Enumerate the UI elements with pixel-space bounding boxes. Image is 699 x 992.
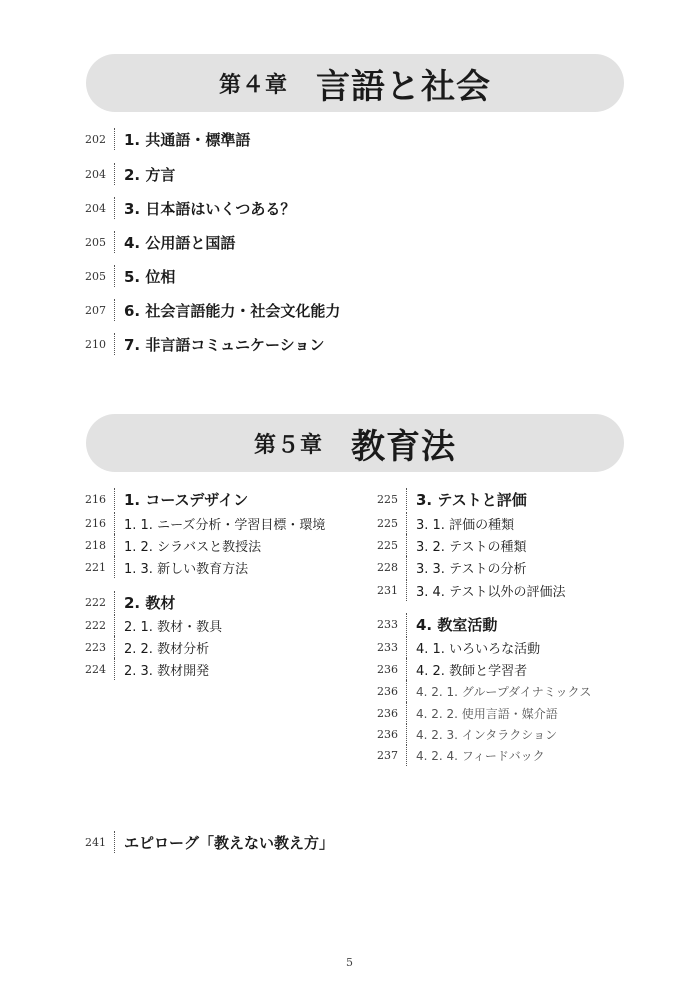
toc-label: エピローグ「教えない教え方」: [114, 831, 334, 853]
toc-page: 216: [85, 516, 106, 530]
toc-label: 1. 3. 新しい教育方法: [114, 556, 248, 578]
toc-entry[interactable]: [80, 512, 325, 534]
toc-entry[interactable]: [80, 128, 250, 150]
toc-page: 205: [85, 235, 106, 249]
toc-label: 4. 2. 3. インタラクション: [406, 723, 557, 745]
toc-label: 2. 3. 教材開発: [114, 658, 209, 680]
toc-label: 1. 2. シラバスと教授法: [114, 534, 261, 556]
toc-label: 2. 方言: [114, 163, 175, 185]
toc-entry[interactable]: [80, 488, 248, 510]
toc-label: 3. テストと評価: [406, 488, 527, 510]
toc-label: 1. 共通語・標準語: [114, 128, 250, 150]
toc-page: 236: [377, 684, 398, 698]
toc-entry[interactable]: [80, 265, 175, 287]
toc-entry[interactable]: [80, 591, 175, 613]
toc-label: 3. 2. テストの種類: [406, 534, 527, 556]
toc-page: 216: [85, 492, 106, 506]
toc-label: 4. 2. 4. フィードバック: [406, 744, 545, 766]
toc-entry[interactable]: [372, 488, 527, 510]
chapter-5-banner: [86, 414, 624, 472]
toc-page: 221: [85, 560, 106, 574]
toc-page: 204: [85, 201, 106, 215]
toc-page: 224: [85, 662, 106, 676]
toc-label: 3. 4. テスト以外の評価法: [406, 579, 566, 601]
toc-entry[interactable]: [372, 534, 527, 556]
toc-entry[interactable]: [372, 613, 497, 635]
toc-page: 210: [85, 337, 106, 351]
toc-entry[interactable]: [372, 658, 527, 680]
toc-label: 2. 1. 教材・教具: [114, 614, 222, 636]
toc-page: 236: [377, 706, 398, 720]
toc-entry[interactable]: [80, 231, 235, 253]
toc-page: 222: [85, 595, 106, 609]
toc-label: 3. 3. テストの分析: [406, 556, 527, 578]
toc-page: 233: [377, 640, 398, 654]
chapter-4-banner: [86, 54, 624, 112]
toc-label: 2. 教材: [114, 591, 175, 613]
toc-label: 6. 社会言語能力・社会文化能力: [114, 299, 340, 321]
toc-entry[interactable]: [372, 744, 545, 766]
toc-label: 3. 1. 評価の種類: [406, 512, 514, 534]
toc-page: 205: [85, 269, 106, 283]
toc-label: 1. コースデザイン: [114, 488, 248, 510]
chapter-5-title: 教育法: [351, 426, 456, 467]
toc-page: 207: [85, 303, 106, 317]
chapter-5-number: 第５章: [253, 432, 323, 458]
toc-entry[interactable]: [80, 534, 261, 556]
toc-entry[interactable]: [80, 299, 340, 321]
toc-page: 202: [85, 132, 106, 146]
toc-entry[interactable]: [372, 512, 514, 534]
toc-page: 204: [85, 167, 106, 181]
toc-label: 4. 公用語と国語: [114, 231, 235, 253]
toc-entry[interactable]: [80, 197, 295, 219]
toc-entry[interactable]: [80, 636, 209, 658]
toc-label: 4. 教室活動: [406, 613, 497, 635]
toc-label: 4. 2. 教師と学習者: [406, 658, 527, 680]
toc-entry[interactable]: [372, 579, 566, 601]
toc-page: 241: [85, 835, 106, 849]
toc-entry[interactable]: [372, 723, 557, 745]
toc-label: 2. 2. 教材分析: [114, 636, 209, 658]
toc-page: 218: [85, 538, 106, 552]
toc-label: 1. 1. ニーズ分析・学習目標・環境: [114, 512, 325, 534]
toc-entry[interactable]: [372, 636, 540, 658]
chapter-4-title: 言語と社会: [316, 66, 491, 107]
toc-entry[interactable]: [372, 702, 558, 724]
toc-page: 236: [377, 662, 398, 676]
toc-label: 4. 2. 2. 使用言語・媒介語: [406, 702, 558, 724]
toc-entry[interactable]: [372, 556, 527, 578]
toc-entry[interactable]: [80, 614, 222, 636]
chapter-4-number: 第４章: [218, 72, 288, 98]
toc-label: 4. 1. いろいろな活動: [406, 636, 540, 658]
toc-page: 225: [377, 516, 398, 530]
toc-label: 5. 位相: [114, 265, 175, 287]
toc-entry-epilogue[interactable]: [80, 831, 334, 853]
toc-page: 228: [377, 560, 398, 574]
toc-entry[interactable]: [80, 163, 175, 185]
toc-page: 225: [377, 538, 398, 552]
toc-page: 236: [377, 727, 398, 741]
toc-label: 4. 2. 1. グループダイナミックス: [406, 680, 591, 702]
page-number: 5: [346, 956, 353, 969]
toc-label: 7. 非言語コミュニケーション: [114, 333, 324, 355]
toc-entry[interactable]: [80, 333, 324, 355]
toc-page: 231: [377, 583, 398, 597]
toc-entry[interactable]: [80, 658, 209, 680]
toc-label: 3. 日本語はいくつある？: [114, 197, 295, 219]
toc-page: 222: [85, 618, 106, 632]
toc-page: 233: [377, 617, 398, 631]
toc-page: 223: [85, 640, 106, 654]
toc-entry[interactable]: [80, 556, 248, 578]
toc-page: 225: [377, 492, 398, 506]
toc-page: 237: [377, 748, 398, 762]
toc-entry[interactable]: [372, 680, 591, 702]
